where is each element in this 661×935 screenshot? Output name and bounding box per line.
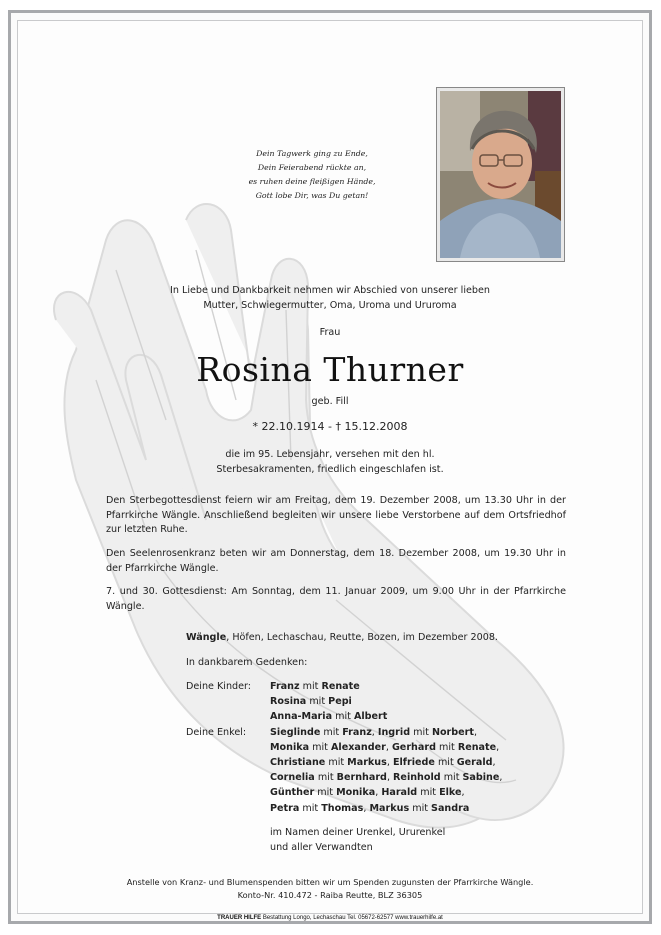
family-names: Franz mit Renate (270, 681, 360, 692)
verse-line: Gott lobe Dir, was Du getan! (255, 191, 369, 200)
donation-note (30, 876, 630, 901)
children-label: Deine Kinder: (186, 681, 252, 692)
family-row (186, 741, 566, 756)
closing-line-2: und aller Verwandten (270, 841, 373, 853)
funeral-home-credit (160, 915, 500, 921)
donation-line-2: Konto-Nr. 410.472 - Raiba Reutte, BLZ 36305 (237, 889, 423, 900)
place-rest: , Höfen, Lechaschau, Reutte, Bozen, im Dezember 2008. (226, 632, 498, 643)
rosary-paragraph: Den Seelenrosenkranz beten wir am Donnerstag, dem 18. Dezember 2008, um 19.30 Uhr in der Pfarrkirche Wängle. (106, 548, 566, 574)
passing-line-1: die im 95. Lebensjahr, versehen mit den hl. (225, 449, 435, 460)
family-names: Cornelia mit Bernhard, Reinhold mit Sabine, (270, 772, 503, 784)
family-names: Günther mit Monika, Harald mit Elke, (270, 787, 465, 799)
closing-line-1: im Namen deiner Urenkel, Ururenkel (270, 827, 446, 838)
grandchildren-label: Deine Enkel: (186, 726, 247, 738)
birth-name: geb. Fill (311, 396, 349, 407)
salutation: Frau (319, 327, 341, 338)
family-names: Petra mit Thomas, Markus mit Sandra (270, 802, 470, 814)
verse-line: Dein Tagwerk ging zu Ende, (256, 149, 368, 158)
place-town: Wängle (186, 632, 227, 643)
closing (270, 826, 570, 855)
family-names: Anna-Maria mit Albert (270, 711, 388, 723)
family-row (186, 786, 566, 801)
place-date-line (186, 631, 566, 646)
family-row (186, 695, 566, 710)
family-row (186, 710, 566, 725)
funeral-home-brand: TRAUER HILFE (217, 915, 262, 921)
family-names: Monika mit Alexander, Gerhard mit Renate, (270, 741, 500, 753)
intro-line-1: In Liebe und Dankbarkeit nehmen wir Abschied von unserer lieben (170, 285, 490, 296)
intro-line-2: Mutter, Schwiegermutter, Oma, Uroma und Ururoma (203, 299, 457, 311)
family-names: Rosina mit Pepi (270, 696, 352, 708)
family-row (186, 756, 566, 771)
life-dates: * 22.10.1914 - † 15.12.2008 (252, 420, 408, 433)
donation-line-1: Anstelle von Kranz- und Blumenspenden bitten wir um Spenden zugunsten der Pfarrkirche Wängle. (126, 877, 534, 887)
verse (222, 147, 402, 203)
family-row (186, 680, 566, 695)
passing-text (90, 448, 570, 477)
family-names: Sieglinde mit Franz, Ingrid mit Norbert, (270, 726, 478, 738)
funeral-service-paragraph: Den Sterbegottesdienst feiern wir am Freitag, dem 19. Dezember 2008, um 13.30 Uhr in der Pfarrkirche Wängle. Anschließend begleiten wir unsere liebe Verstorbene auf dem Ortsfriedhof zur letzten Ruhe. (106, 495, 566, 535)
family-row (186, 802, 566, 817)
family-row (186, 726, 566, 741)
passing-line-2: Sterbesakramenten, friedlich eingeschlafen ist. (216, 463, 444, 475)
verse-line: es ruhen deine fleißigen Hände, (248, 177, 376, 186)
family-row (186, 771, 566, 786)
intro (90, 284, 570, 313)
deceased-name: Rosina Thurner (196, 350, 464, 389)
memory-line: In dankbarem Gedenken: (186, 657, 308, 668)
family-names: Christiane mit Markus, Elfriede mit Gerald, (270, 756, 496, 768)
family-list (186, 680, 566, 817)
verse-line: Dein Feierabend rückte an, (257, 163, 367, 172)
portrait-photo (436, 87, 565, 262)
memorial-mass-paragraph: 7. und 30. Gottesdienst: Am Sonntag, dem 11. Januar 2009, um 9.00 Uhr in der Pfarrkirche Wängle. (106, 586, 566, 612)
funeral-home-contact: Bestattung Longo, Lechaschau Tel. 05672-62577 www.trauerhilfe.at (261, 915, 443, 921)
